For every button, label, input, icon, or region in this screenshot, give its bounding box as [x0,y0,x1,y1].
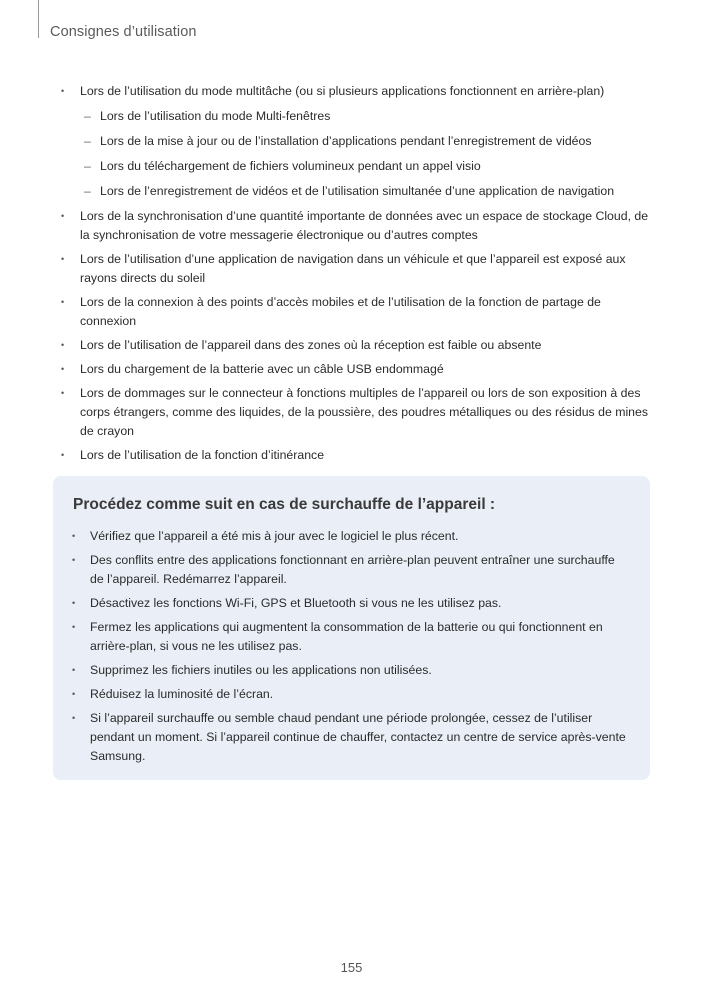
tip-item-text: Supprimez les fichiers inutiles ou les applications non utilisées. [90,663,432,677]
tip-item [67,594,627,613]
sub-list-item-text: Lors du téléchargement de fichiers volumineux pendant un appel visio [100,159,481,173]
overheating-tip-box [53,476,650,780]
bullet-icon: • [61,450,65,460]
list-item-text: Lors de l’utilisation de la fonction d’itinérance [80,448,325,462]
list-item [56,82,656,201]
header-rule [38,0,39,38]
page-number: 155 [340,960,363,975]
tip-item-text: Réduisez la luminosité de l’écran. [90,687,274,701]
list-item-text: Lors du chargement de la batterie avec un câble USB endommagé [80,362,444,376]
list-item [56,207,656,245]
tip-item [67,661,627,680]
tip-box-title: Procédez comme suit en cas de surchauffe de l’appareil : [73,496,496,513]
bullet-icon: • [72,689,76,699]
list-item [56,360,656,379]
bullet-icon: • [72,622,76,632]
bullet-icon: • [72,598,76,608]
section-title: Consignes d’utilisation [50,24,197,40]
tip-item [67,685,627,704]
tip-item [67,551,627,589]
bullet-icon: • [72,531,76,541]
bullet-icon: • [61,86,65,96]
bullet-icon: • [61,388,65,398]
sub-list-item-text: Lors de l’enregistrement de vidéos et de l’utilisation simultanée d’une application de navigation [100,184,615,198]
sub-list [80,107,656,201]
dash-icon: – [84,109,91,123]
tip-item [67,527,627,546]
list-item [56,446,656,465]
tip-list [67,527,627,771]
sub-list-item-text: Lors de la mise à jour ou de l’installation d’applications pendant l’enregistrement de vidéos [100,134,592,148]
list-item [56,293,656,331]
list-item-text: Lors de dommages sur le connecteur à fonctions multiples de l’appareil ou lors de son exposition à des corps étrangers, comme des liquides, de la poussière, des poudres métalliques ou des résidus de mines de crayon [80,386,649,438]
dash-icon: – [84,159,91,173]
bullet-icon: • [61,254,65,264]
bullet-icon: • [72,665,76,675]
sub-list-item-text: Lors de l’utilisation du mode Multi-fenêtres [100,109,331,123]
tip-item-text: Si l’appareil surchauffe ou semble chaud pendant une période prolongée, cessez de l’utiliser pendant un moment. Si l’appareil continue de chauffer, contactez un centre de service après-vente Samsung. [90,711,626,763]
tip-item [67,618,627,656]
tip-item-text: Vérifiez que l’appareil a été mis à jour avec le logiciel le plus récent. [90,529,459,543]
sub-list-item [80,107,656,126]
list-item-text: Lors de la connexion à des points d’accès mobiles et de l’utilisation de la fonction de partage de connexion [80,295,601,328]
list-item-text: Lors de la synchronisation d’une quantité importante de données avec un espace de stockage Cloud, de la synchronisation de votre messagerie électronique ou d’autres comptes [80,209,649,242]
tip-item [67,709,627,766]
dash-icon: – [84,134,91,148]
tip-item-text: Désactivez les fonctions Wi-Fi, GPS et Bluetooth si vous ne les utilisez pas. [90,596,502,610]
list-item [56,384,656,441]
list-item [56,250,656,288]
list-item [56,336,656,355]
main-bullet-list [56,82,656,470]
bullet-icon: • [72,555,76,565]
list-item-text: Lors de l’utilisation de l’appareil dans des zones où la réception est faible ou absente [80,338,542,352]
tip-item-text: Des conflits entre des applications fonctionnant en arrière-plan peuvent entraîner une surchauffe de l’appareil. Redémarrez l’appareil. [90,553,615,586]
bullet-icon: • [61,340,65,350]
sub-list-item [80,132,656,151]
list-item-text: Lors de l’utilisation du mode multitâche (ou si plusieurs applications fonctionnent en arrière-plan) [80,84,605,98]
sub-list-item [80,182,656,201]
bullet-icon: • [72,713,76,723]
tip-item-text: Fermez les applications qui augmentent la consommation de la batterie ou qui fonctionnent en arrière-plan, si vous ne les utilisez pas. [90,620,603,653]
bullet-icon: • [61,211,65,221]
list-item-text: Lors de l’utilisation d’une application de navigation dans un véhicule et que l’appareil est exposé aux rayons directs du soleil [80,252,626,285]
bullet-icon: • [61,364,65,374]
bullet-icon: • [61,297,65,307]
sub-list-item [80,157,656,176]
dash-icon: – [84,184,91,198]
